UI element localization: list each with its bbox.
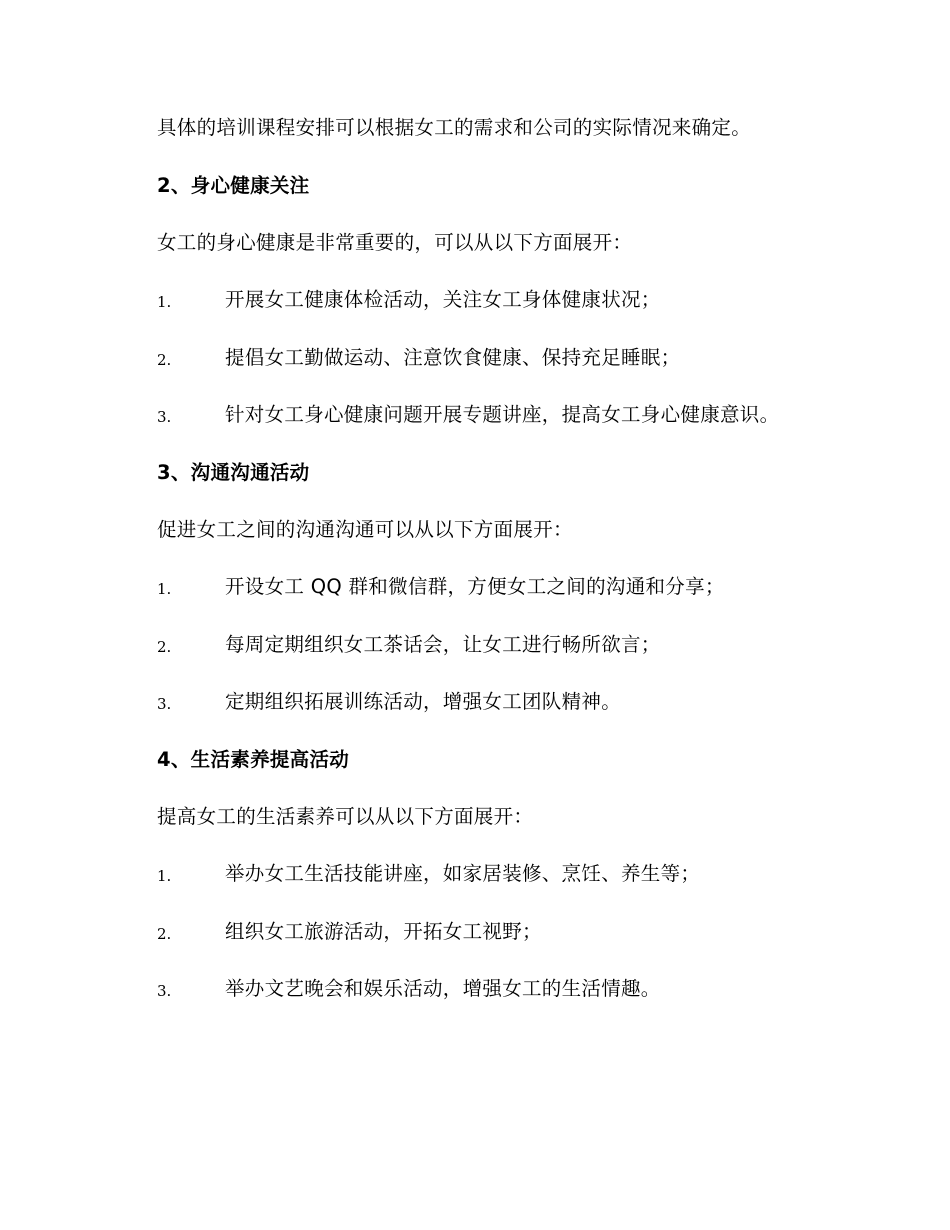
- list-item-number: 2.: [157, 351, 172, 369]
- section-heading: 3、沟通沟通活动: [157, 461, 310, 484]
- list-item-number: 1.: [157, 867, 172, 885]
- list-item-number: 2.: [157, 638, 172, 656]
- list-item-number: 2.: [157, 925, 172, 943]
- list-item-number: 3.: [157, 408, 172, 426]
- list-item-text: 提倡女工勤做运动、注意饮食健康、保持充足睡眠；: [225, 346, 681, 369]
- list-item-text: 举办文艺晚会和娱乐活动，增强女工的生活情趣。: [225, 977, 661, 1000]
- intro-paragraph: 具体的培训课程安排可以根据女工的需求和公司的实际情况来确定。: [157, 116, 752, 139]
- list-item-text: 开设女工 QQ 群和微信群，方便女工之间的沟通和分享；: [225, 575, 725, 598]
- list-item-text: 每周定期组织女工茶话会，让女工进行畅所欲言；: [225, 633, 661, 656]
- section-heading: 4、生活素养提高活动: [157, 748, 350, 771]
- section-heading: 2、身心健康关注: [157, 174, 310, 197]
- list-item-number: 3.: [157, 695, 172, 713]
- list-item-text: 组织女工旅游活动，开拓女工视野；: [225, 920, 542, 943]
- list-item-text: 举办女工生活技能讲座，如家居装修、烹饪、养生等；: [225, 862, 701, 885]
- list-item-text: 针对女工身心健康问题开展专题讲座，提高女工身心健康意识。: [225, 403, 780, 426]
- list-item-text: 开展女工健康体检活动，关注女工身体健康状况；: [225, 288, 661, 311]
- list-item-number: 3.: [157, 982, 172, 1000]
- section-intro: 女工的身心健康是非常重要的，可以从以下方面展开：: [157, 231, 633, 254]
- list-item-text: 定期组织拓展训练活动，增强女工团队精神。: [225, 690, 622, 713]
- list-item-number: 1.: [157, 293, 172, 311]
- section-intro: 促进女工之间的沟通沟通可以从以下方面展开：: [157, 518, 573, 541]
- list-item-number: 1.: [157, 580, 172, 598]
- section-intro: 提高女工的生活素养可以从以下方面展开：: [157, 805, 534, 828]
